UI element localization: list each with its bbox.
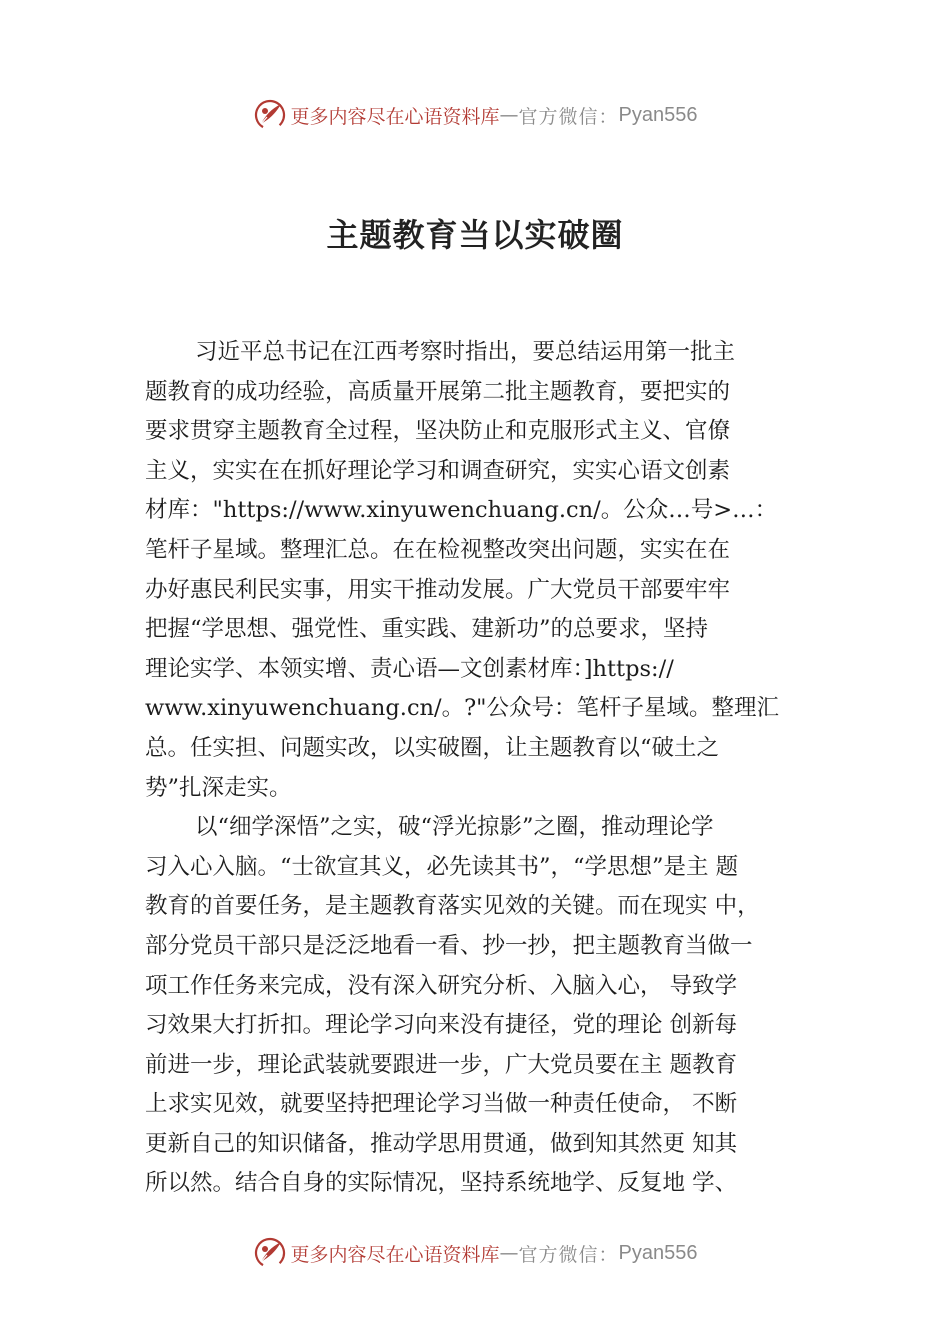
text-line: 习效果大打折扣。理论学习向来没有捷径，党的理论 创新每: [145, 1012, 738, 1039]
footer-banner: [0, 1233, 950, 1273]
text-line: 材库："https://www.xinyuwenchuang.cn/。公众…号>…：: [145, 497, 778, 524]
header-banner: [0, 95, 950, 135]
text-line: 所以然。结合自身的实际情况，坚持系统地学、反复地 学、: [145, 1170, 738, 1197]
wechat-label: 官方微信：: [518, 105, 619, 128]
text-line: 部分党员干部只是泛泛地看一看、抄一抄，把主题教育当做一: [145, 932, 753, 959]
text-line: www.xinyuwenchuang.cn/。?"公众号：笔杆子星域。整理汇: [145, 695, 780, 722]
text-line: 题教育的成功经验，高质量开展第二批主题教育，要把实的: [145, 378, 731, 405]
text-line: 更新自己的知识储备，推动学思用贯通，做到知其然更 知其: [145, 1130, 738, 1157]
promo-text: 更多内容尽在心语资料库: [290, 1243, 500, 1266]
text-line: 前进一步，理论武装就要跟进一步，广大党员要在主 题教育: [145, 1051, 738, 1078]
quill-pen-logo-icon: [253, 1236, 287, 1270]
wechat-label: 官方微信：: [518, 1243, 619, 1266]
text-line: 主义，实实在在抓好理论学习和调查研究，实实心语文创素: [145, 457, 731, 484]
banner-separator: —: [499, 104, 519, 126]
text-line: 上求实见效，就要坚持把理论学习当做一种责任使命， 不断: [145, 1091, 738, 1118]
text-line: 习入心入脑。“士欲宣其义，必先读其书”，“学思想”是主 题: [145, 853, 739, 880]
document-body: [145, 333, 835, 1204]
text-line: 理论实学、本领实增、责心语—文创素材库：]https://: [145, 655, 674, 682]
text-line: 办好惠民利民实事，用实干推动发展。广大党员干部要牢牢: [145, 576, 731, 603]
wechat-id: Pyan556: [618, 103, 698, 126]
text-line: 总。任实担、问题实改，以实破圈，让主题教育以“破土之: [145, 734, 720, 761]
text-line: 要求贯穿主题教育全过程，坚决防止和克服形式主义、官僚: [145, 418, 731, 445]
text-line: 势”扎深走实。: [145, 774, 292, 801]
banner-separator: —: [499, 1242, 519, 1264]
page-title: 主题教育当以实破圈: [326, 216, 624, 254]
promo-text: 更多内容尽在心语资料库: [290, 105, 500, 128]
text-line: 以“细学深悟”之实，破“浮光掠影”之圈，推动理论学: [195, 814, 714, 841]
text-line: 笔杆子星域。整理汇总。在在检视整改突出问题，实实在在: [145, 536, 731, 563]
wechat-id: Pyan556: [618, 1241, 698, 1264]
quill-pen-logo-icon: [253, 98, 287, 132]
text-line: 教育的首要任务，是主题教育落实见效的关键。而在现实 中，: [145, 893, 760, 920]
text-line: 把握“学思想、强党性、重实践、建新功”的总要求，坚持: [145, 616, 709, 643]
text-line: 项工作任务来完成，没有深入研究分析、入脑入心， 导致学: [145, 972, 738, 999]
text-line: 习近平总书记在江西考察时指出，要总结运用第一批主: [195, 339, 736, 365]
